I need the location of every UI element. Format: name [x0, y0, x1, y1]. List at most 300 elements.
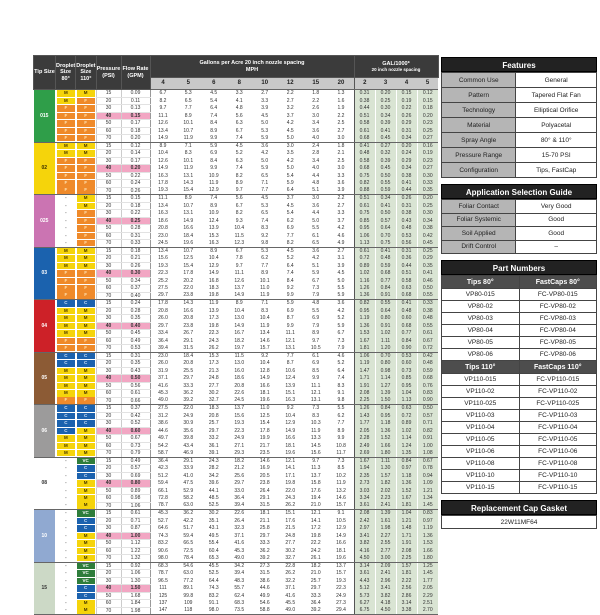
pressure-cell: 70: [96, 450, 121, 458]
gpa-value-cell: 38.6: [252, 577, 278, 585]
panel-value: Tapered Flat Fan: [516, 88, 597, 103]
droplet-category-value: -: [65, 510, 67, 516]
droplet-110-cell: [76, 180, 96, 188]
pressure-cell: 30: [96, 577, 121, 585]
gpa-value-cell: 20.8: [150, 307, 176, 315]
tip-size-cell: 06: [34, 405, 56, 458]
flow-rate-cell: 0.17: [121, 120, 150, 128]
gpa-value-cell: 51.7: [176, 525, 202, 533]
gal-value-cell: 1.36: [354, 292, 375, 300]
gal-value-cell: 0.45: [375, 165, 396, 173]
flow-rate-cell: 0.14: [121, 150, 150, 158]
gpa-value-cell: 21.7: [252, 442, 278, 450]
pressure-cell: 70: [96, 240, 121, 248]
droplet-category-value: M: [77, 203, 95, 210]
gpa-value-cell: 3.6: [252, 142, 278, 150]
gpa-value-cell: 20.8: [176, 315, 202, 323]
gpa-value-cell: 4.9: [329, 240, 355, 248]
droplet-category-value: C: [57, 428, 75, 435]
pressure-cell: 30: [96, 315, 121, 323]
gpa-value-cell: 74.3: [201, 585, 227, 593]
spray-rate-table: [33, 55, 439, 615]
gpa-value-cell: 20.8: [227, 382, 253, 390]
gpa-value-cell: 39.2: [252, 555, 278, 563]
tip-part-number-cell: VP110-08: [442, 458, 520, 470]
droplet-category-value: M: [57, 443, 75, 450]
flow-rate-cell: 0.35: [121, 315, 150, 323]
pressure-cell: 30: [96, 210, 121, 218]
droplet-80-cell: [56, 105, 76, 113]
gpa-value-cell: 6.3: [227, 157, 253, 165]
gpa-value-cell: 13.4: [150, 247, 176, 255]
flow-rate-cell: 0.87: [121, 525, 150, 533]
gpa-value-cell: 99.8: [176, 592, 202, 600]
panel-label: Configuration: [442, 163, 516, 178]
droplet-110-cell: [76, 322, 96, 330]
gal-value-cell: 1.18: [375, 420, 396, 428]
flow-rate-cell: 0.49: [121, 337, 150, 345]
gpa-value-cell: 6.4: [278, 187, 304, 195]
gpa-value-cell: 12.9: [201, 187, 227, 195]
gpa-value-cell: 24.5: [150, 240, 176, 248]
gpa-value-cell: 45.5: [201, 562, 227, 570]
gpa-value-cell: 48.5: [201, 495, 227, 503]
droplet-110-cell: [76, 120, 96, 128]
gpa-value-cell: 13.9: [201, 225, 227, 233]
gpa-value-cell: 74.3: [150, 532, 176, 540]
gal-value-cell: 0.34: [417, 217, 438, 225]
table-row: [34, 217, 439, 225]
gpa-value-cell: 10.5: [303, 345, 329, 353]
gal-value-cell: 0.70: [375, 352, 396, 360]
droplet-110-cell: [76, 510, 96, 518]
gpa-value-cell: 19.6: [176, 240, 202, 248]
gpa-value-cell: 63.0: [176, 502, 202, 510]
flow-rate-cell: 0.79: [121, 450, 150, 458]
gpa-value-cell: 12.6: [150, 157, 176, 165]
droplet-category-value: F: [57, 113, 75, 120]
droplet-80-cell: [56, 525, 76, 533]
tip-part-number-cell: VP110-05: [442, 434, 520, 446]
flow-rate-cell: 0.28: [121, 307, 150, 315]
flow-rate-cell: 0.15: [121, 112, 150, 120]
gpa-value-cell: 5.3: [252, 202, 278, 210]
gpa-value-cell: 19.3: [150, 187, 176, 195]
gpa-value-cell: 6.2: [278, 217, 304, 225]
panel-row: [442, 88, 597, 103]
pressure-cell: 30: [96, 105, 121, 113]
table-row: [34, 105, 439, 113]
gal-value-cell: 0.70: [375, 232, 396, 240]
gpa-value-cell: 9.8: [252, 240, 278, 248]
table-row: [34, 142, 439, 150]
droplet-category-value: M: [77, 150, 95, 157]
gal-value-cell: 1.39: [375, 510, 396, 518]
gpa-value-cell: 9.9: [201, 135, 227, 143]
droplet-category-value: -: [65, 585, 67, 590]
gal-value-cell: 1.36: [417, 532, 438, 540]
droplet-110-cell: [76, 307, 96, 315]
gal-value-cell: 1.43: [354, 412, 375, 420]
gpa-value-cell: 4.2: [278, 120, 304, 128]
gal-value-cell: 0.48: [396, 225, 417, 233]
gpa-value-cell: 11.5: [227, 352, 253, 360]
droplet-category-value: M: [77, 428, 95, 435]
gpa-value-cell: 137: [150, 600, 176, 608]
gpa-value-cell: 5.4: [201, 97, 227, 105]
pressure-cell: 20: [96, 97, 121, 105]
gal-value-cell: 3.61: [354, 502, 375, 510]
gpa-value-cell: 11.9: [303, 427, 329, 435]
fastcap-part-number-cell: FC-VP110-04: [519, 422, 597, 434]
droplet-category-value: C: [77, 413, 95, 420]
gpa-value-cell: 29.7: [150, 322, 176, 330]
gpa-value-cell: 10.9: [201, 172, 227, 180]
gpa-value-cell: 54.2: [150, 442, 176, 450]
gpa-value-cell: 48.3: [227, 577, 253, 585]
gal-value-cell: 1.50: [375, 397, 396, 405]
droplet-80-cell: [56, 607, 76, 615]
droplet-110-cell: [76, 412, 96, 420]
gpa-value-cell: 8.3: [252, 307, 278, 315]
gpa-value-cell: 1.6: [329, 97, 355, 105]
gal-value-cell: 0.16: [417, 142, 438, 150]
droplet-category-value: F: [77, 225, 95, 232]
droplet-category-value: C: [77, 585, 95, 592]
gal-value-cell: 2.56: [396, 585, 417, 593]
gpa-value-cell: 8.2: [227, 210, 253, 218]
gal-value-cell: 0.38: [417, 225, 438, 233]
gpa-value-cell: 36.1: [201, 442, 227, 450]
gal-value-cell: 1.82: [375, 480, 396, 488]
gpa-value-cell: 24.5: [227, 397, 253, 405]
gpa-value-cell: 16.6: [278, 435, 304, 443]
droplet-80-cell: [56, 270, 76, 278]
gpa-value-cell: 20.8: [201, 412, 227, 420]
gal-value-cell: 2.42: [354, 517, 375, 525]
gal-value-cell: 0.30: [417, 172, 438, 180]
flow-rate-cell: 0.09: [121, 90, 150, 98]
fastcap-part-number-cell: FC-VP110-015: [519, 374, 597, 386]
gal-value-cell: 0.27: [417, 165, 438, 173]
gpa-value-cell: 6.4: [201, 105, 227, 113]
flow-rate-cell: 0.18: [121, 127, 150, 135]
gpa-value-cell: 4.4: [303, 210, 329, 218]
droplet-category-value: M: [57, 255, 75, 262]
gal-value-cell: 0.83: [417, 510, 438, 518]
gal-value-cell: 0.64: [375, 225, 396, 233]
flow-rate-cell: 0.18: [121, 202, 150, 210]
gpa-value-cell: 5.5: [329, 285, 355, 293]
table-row: [34, 600, 439, 608]
droplet-category-value: M: [77, 450, 95, 457]
gal-value-cell: 2.41: [375, 502, 396, 510]
flow-rate-cell: 0.49: [121, 457, 150, 465]
gpa-value-cell: 20.2: [176, 277, 202, 285]
gpa-value-cell: 29.7: [201, 427, 227, 435]
gpa-value-cell: 4.2: [278, 157, 304, 165]
gpa-value-cell: 12.6: [227, 277, 253, 285]
gal-value-cell: 0.95: [375, 412, 396, 420]
gal-value-cell: 0.31: [354, 90, 375, 98]
gal-value-cell: 1.71: [396, 532, 417, 540]
gpa-value-cell: 19.6: [252, 397, 278, 405]
gpa-value-cell: 12.5: [252, 412, 278, 420]
flow-rate-cell: 0.37: [121, 405, 150, 413]
gal-value-cell: 1.67: [354, 337, 375, 345]
gal-value-cell: 2.02: [375, 487, 396, 495]
gal-value-cell: 0.75: [375, 240, 396, 248]
droplet-110-cell: [76, 345, 96, 353]
gpa-value-cell: 9.7: [227, 262, 253, 270]
gpa-value-cell: 16.6: [329, 540, 355, 548]
droplet-category-value: M: [57, 315, 75, 322]
droplet-category-value: -: [65, 577, 67, 583]
gal-value-cell: 0.77: [375, 277, 396, 285]
droplet-category-value: M: [57, 383, 75, 390]
gpa-value-cell: 13.9: [278, 382, 304, 390]
part-numbers-panel: [441, 260, 597, 494]
gpa-value-cell: 12.1: [303, 390, 329, 398]
part-number-row: [442, 313, 597, 325]
droplet-category-value: M: [57, 150, 75, 157]
gpa-value-cell: 18.4: [176, 232, 202, 240]
droplet-110-cell: [76, 517, 96, 525]
gpa-value-cell: 26.4: [252, 487, 278, 495]
flow-rate-cell: 0.34: [121, 277, 150, 285]
droplet-category-value: F: [57, 187, 75, 194]
gpa-value-cell: 33.3: [252, 540, 278, 548]
pressure-cell: 60: [96, 495, 121, 503]
features-body: [442, 73, 597, 178]
gal-value-cell: 0.88: [354, 187, 375, 195]
flow-rate-cell: 0.20: [121, 135, 150, 143]
gal-value-cell: 0.31: [396, 127, 417, 135]
gpa-value-cell: 9.9: [278, 322, 304, 330]
fastcap-part-number-cell: FC-VP110-15: [519, 482, 597, 494]
gpa-value-cell: 17.8: [252, 427, 278, 435]
table-row: [34, 247, 439, 255]
gal-value-cell: 1.80: [417, 555, 438, 563]
gpa-value-cell: 4.6: [329, 232, 355, 240]
gpa-value-cell: 3.0: [329, 135, 355, 143]
gal-value-cell: 1.81: [354, 345, 375, 353]
flow-rate-cell: 1.30: [121, 577, 150, 585]
flow-rate-cell: 0.21: [121, 255, 150, 263]
gal-value-cell: 5.12: [354, 585, 375, 593]
droplet-80-cell: [56, 112, 76, 120]
droplet-110-cell: [76, 532, 96, 540]
droplet-category-value: F: [77, 270, 95, 277]
droplet-category-value: F: [57, 165, 75, 172]
gal-value-cell: 0.35: [417, 187, 438, 195]
fastcap-part-number-cell: FC-VP110-02: [519, 386, 597, 398]
droplet-category-value: F: [77, 285, 95, 292]
gpa-value-cell: 2.7: [329, 247, 355, 255]
droplet-category-value: C: [77, 420, 95, 427]
table-row: [34, 307, 439, 315]
gpa-value-cell: 10.7: [176, 202, 202, 210]
gal-value-cell: 1.06: [354, 352, 375, 360]
pressure-cell: 20: [96, 307, 121, 315]
droplet-110-cell: [76, 202, 96, 210]
droplet-category-value: M: [77, 315, 95, 322]
gpa-value-cell: 7.3: [303, 285, 329, 293]
gpa-value-cell: 6.7: [303, 277, 329, 285]
mph-column-header: 4: [150, 78, 176, 90]
mph-column-header: 15: [303, 78, 329, 90]
gpa-value-cell: 19.7: [227, 345, 253, 353]
pressure-cell: 20: [96, 255, 121, 263]
gal-value-cell: 0.90: [417, 397, 438, 405]
gal-value-cell: 0.19: [396, 97, 417, 105]
table-row: [34, 300, 439, 308]
droplet-category-value: M: [77, 323, 95, 330]
gpa-value-cell: 3.0: [329, 165, 355, 173]
gpa-value-cell: 26.1: [303, 555, 329, 563]
droplet-80-cell: [56, 540, 76, 548]
droplet-category-value: C: [77, 300, 95, 307]
gal-value-cell: 1.21: [396, 517, 417, 525]
tip-part-number-cell: VP110-10: [442, 470, 520, 482]
droplet-category-value: C: [77, 525, 95, 532]
droplet-80-cell: [56, 232, 76, 240]
flow-rate-cell: 0.71: [121, 517, 150, 525]
gpa-value-cell: 3.6: [329, 180, 355, 188]
gal-value-cell: 0.15: [396, 90, 417, 98]
gpa-value-cell: 46.9: [176, 450, 202, 458]
gpa-value-cell: 41.6: [227, 540, 253, 548]
pressure-cell: 70: [96, 555, 121, 563]
droplet-110-cell: [76, 247, 96, 255]
fastcap-part-number-cell: FC-VP110-05: [519, 434, 597, 446]
gpa-value-cell: 26.2: [278, 502, 304, 510]
gal-value-cell: 0.80: [375, 315, 396, 323]
droplet-category-value: M: [77, 555, 95, 562]
table-row: [34, 457, 439, 465]
gal-value-cell: 0.24: [396, 150, 417, 158]
droplet-category-value: VC: [77, 458, 95, 465]
gpa-value-cell: 10.4: [227, 225, 253, 233]
gal-value-cell: 0.48: [375, 255, 396, 263]
flow-rate-cell: 0.57: [121, 465, 150, 473]
gpa-value-cell: 52.7: [150, 517, 176, 525]
droplet-category-value: C: [57, 300, 75, 307]
table-row: [34, 202, 439, 210]
gal-value-cell: 3.38: [396, 607, 417, 615]
gpa-value-cell: 111: [150, 585, 176, 593]
tip-size-cell: 03: [34, 247, 56, 300]
gpa-value-cell: 13.7: [303, 472, 329, 480]
gal-value-cell: 2.08: [396, 547, 417, 555]
gpa-value-cell: 49.0: [278, 607, 304, 615]
pressure-cell: 50: [96, 330, 121, 338]
gal-value-cell: 0.84: [396, 457, 417, 465]
gpa-value-cell: 27.1: [227, 442, 253, 450]
gal-value-cell: 0.48: [417, 315, 438, 323]
gpa-value-cell: 55.4: [201, 540, 227, 548]
gpa-value-cell: 5.5: [303, 307, 329, 315]
table-row: [34, 330, 439, 338]
pressure-cell: 70: [96, 135, 121, 143]
gpa-value-cell: 1.3: [329, 90, 355, 98]
droplet-category-value: M: [77, 248, 95, 255]
gpa-value-cell: 9.7: [227, 187, 253, 195]
gpa-value-cell: 44.1: [201, 487, 227, 495]
droplet-80-cell: [56, 352, 76, 360]
fastcap-part-number-cell: FC-VP80-06: [519, 349, 597, 361]
gpa-value-cell: 27.7: [201, 382, 227, 390]
gpa-value-cell: 31.5: [252, 570, 278, 578]
droplet-category-value: M: [77, 607, 95, 614]
droplet-80-cell: [56, 247, 76, 255]
droplet-80-cell: [56, 172, 76, 180]
gal-value-cell: 2.05: [354, 427, 375, 435]
gal-value-cell: 1.19: [354, 315, 375, 323]
droplet-category-value: M: [57, 308, 75, 315]
gpa-value-cell: 10.4: [252, 315, 278, 323]
gal-value-cell: 0.51: [354, 195, 375, 203]
droplet-80-cell: [56, 277, 76, 285]
tip-part-number-cell: VP80-015: [442, 289, 520, 301]
gpa-value-cell: 62.4: [227, 592, 253, 600]
gal-value-cell: 6.75: [354, 607, 375, 615]
flow-rate-cell: 1.84: [121, 600, 150, 608]
part-number-row: [442, 434, 597, 446]
pressure-cell: 20: [96, 412, 121, 420]
pressure-cell: 50: [96, 172, 121, 180]
panel-row: [442, 133, 597, 148]
gpa-value-cell: 36.2: [176, 510, 202, 518]
table-row: [34, 570, 439, 578]
gpa-value-cell: 7.7: [278, 232, 304, 240]
panel-row: [442, 163, 597, 178]
gpa-value-cell: 28.2: [201, 465, 227, 473]
gpa-value-cell: 23.0: [150, 232, 176, 240]
droplet-category-value: F: [77, 165, 95, 172]
gpa-value-cell: 10.2: [329, 472, 355, 480]
flow-rate-cell: 0.89: [121, 487, 150, 495]
gpa-value-cell: 13.1: [176, 210, 202, 218]
droplet-110-cell: [76, 465, 96, 473]
tip-part-number-cell: VP80-03: [442, 313, 520, 325]
flow-rate-cell: 1.22: [121, 547, 150, 555]
gal-value-cell: 2.86: [396, 592, 417, 600]
table-row: [34, 195, 439, 203]
gpa-value-cell: 60.4: [201, 547, 227, 555]
gpa-value-cell: 32.2: [278, 577, 304, 585]
gpa-value-cell: 14.9: [150, 165, 176, 173]
droplet-80-cell: [56, 187, 76, 195]
pressure-cell: 60: [96, 547, 121, 555]
panel-label: Common Use: [442, 73, 516, 88]
gpa-value-cell: 16.8: [201, 277, 227, 285]
gal-value-cell: 0.41: [375, 247, 396, 255]
gal-value-cell: 4.18: [375, 600, 396, 608]
gal-value-cell: 0.83: [417, 390, 438, 398]
gpa-value-cell: 13.1: [176, 172, 202, 180]
gpa-value-cell: 13.9: [201, 307, 227, 315]
gpa-value-cell: 1.8: [303, 90, 329, 98]
part-number-row: [442, 446, 597, 458]
droplet-80-cell: [56, 397, 76, 405]
gal-value-cell: 4.43: [354, 577, 375, 585]
gpa-value-cell: 11.3: [303, 465, 329, 473]
table-row: [34, 285, 439, 293]
part-number-row: [442, 422, 597, 434]
droplet-category-value: C: [77, 593, 95, 600]
gal-value-cell: 1.71: [354, 375, 375, 383]
